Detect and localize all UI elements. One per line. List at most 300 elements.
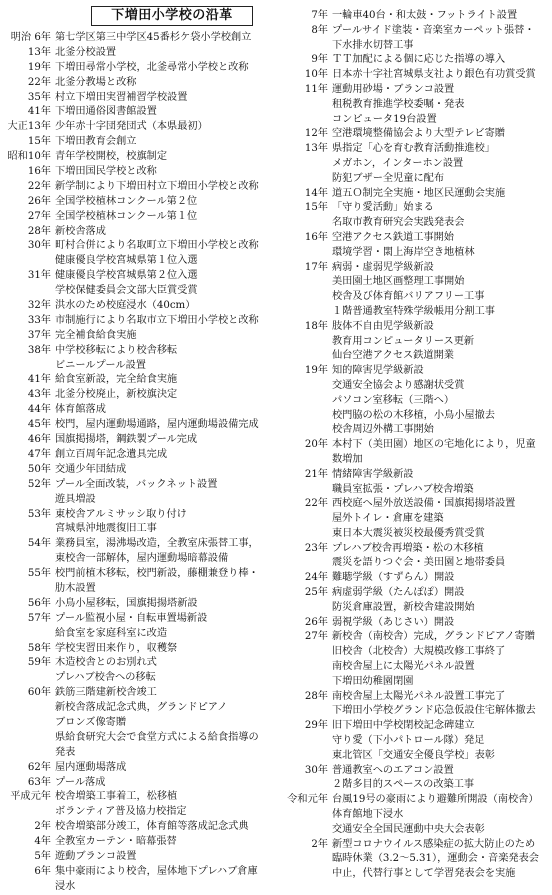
- history-entry: [0, 731, 272, 746]
- entry-text: 健康優良学校宮城県第２位入選: [55, 270, 198, 282]
- entry-text: 情緒障害学級新設: [332, 468, 414, 480]
- entry-text: 青年学校開校，校旗制定: [55, 151, 168, 163]
- entry-text: 交通安全全国民運動中央大会表彰: [332, 823, 485, 835]
- entry-text: 交通安全協会より感謝状受賞: [332, 379, 465, 391]
- history-entry: [0, 552, 272, 567]
- entry-year: [0, 522, 55, 537]
- history-entry: [276, 586, 552, 601]
- entry-text: 中止，代替行事として学習発表会を実施: [332, 868, 516, 880]
- history-entry: [0, 180, 272, 195]
- history-entry: [276, 778, 552, 793]
- entry-text: 給食室新設，完全給食実施: [55, 374, 178, 386]
- history-entry: [276, 867, 552, 882]
- entry-year: 23年: [304, 542, 328, 554]
- entry-text: 名取市教育研究会実践発表会: [332, 217, 465, 229]
- history-entry: [276, 675, 552, 690]
- entry-year: [276, 290, 332, 305]
- entry-text: 鉄筋三階建新校舎竣工: [55, 687, 157, 699]
- entry-year: [0, 731, 55, 746]
- entry-year: 平成元年: [10, 791, 51, 803]
- entry-year: [276, 852, 332, 867]
- history-entry: [276, 764, 552, 779]
- entry-text: 体育館地下浸水: [332, 809, 404, 821]
- entry-text: 守り愛（下小パトロール隊）発足: [332, 735, 485, 747]
- entry-text: ２階多目的スペースの改築工事: [332, 779, 475, 791]
- entry-year: 15年: [304, 202, 328, 214]
- history-entry: [0, 448, 272, 463]
- history-entry: [0, 135, 272, 150]
- history-entry: [276, 216, 552, 231]
- entry-year: [0, 880, 55, 895]
- history-entry: [276, 542, 552, 557]
- entry-text: プレハブ校舎への移転: [55, 672, 156, 684]
- entry-year: 46年: [27, 434, 51, 446]
- entry-text: 下増田尋常小学校，北釜尋常小学校と改称: [55, 61, 249, 73]
- entry-year: 13年: [304, 143, 328, 155]
- history-entry: [0, 642, 272, 657]
- entry-text: 業務員室，湯沸場改造，全教室床張替工事，: [55, 538, 259, 550]
- entry-year: 47年: [27, 448, 51, 460]
- history-entry: [276, 793, 552, 808]
- entry-text: 少年赤十字団発団式（本県最初）: [55, 121, 208, 133]
- entry-year: 26年: [304, 616, 328, 628]
- entry-text: 校門前植木移転，校門新設，藤棚兼登り棒・: [55, 568, 259, 580]
- history-entry: [276, 616, 552, 631]
- history-entry: [0, 597, 272, 612]
- entry-year: [276, 453, 332, 468]
- entry-text: 校舎周辺外構工事開始: [332, 424, 434, 436]
- entry-text: 旧下増田中学校閉校記念碑建立: [332, 720, 475, 732]
- entry-text: プール監視小屋・自転車置場新設: [55, 612, 208, 624]
- entry-year: 59年: [27, 657, 51, 669]
- entry-year: 54年: [27, 538, 51, 550]
- history-entry: [276, 601, 552, 616]
- entry-year: 29年: [304, 720, 328, 732]
- entry-year: [276, 601, 332, 616]
- entry-text: 東校舎アルミサッシ取り付け: [55, 508, 187, 520]
- history-entry: [276, 468, 552, 483]
- entry-year: [0, 627, 55, 642]
- entry-text: 校舎増築工事着工，松移植: [55, 791, 178, 803]
- entry-text: 遊動ブランコ設置: [55, 850, 137, 862]
- entry-year: 58年: [27, 642, 51, 654]
- entry-year: 14年: [304, 187, 328, 199]
- history-entry: [276, 660, 552, 675]
- history-entry: [276, 749, 552, 764]
- entry-text: 全国学校植林コンクール第２位: [55, 195, 198, 207]
- history-entry: [0, 388, 272, 403]
- entry-year: [276, 216, 332, 231]
- history-entry: [276, 379, 552, 394]
- entry-text: プール落成: [55, 776, 106, 788]
- history-entry: [276, 512, 552, 527]
- history-entry: [276, 290, 552, 305]
- entry-year: 33年: [27, 314, 51, 326]
- entry-text: 洪水のため校庭浸水（40cm）: [55, 300, 196, 312]
- history-entry: [276, 172, 552, 187]
- history-list-right: [276, 9, 552, 882]
- history-entry: [276, 83, 552, 98]
- entry-year: [0, 493, 55, 508]
- entry-text: 浸水: [55, 880, 76, 892]
- history-entry: [0, 761, 272, 776]
- entry-year: 10年: [304, 69, 328, 81]
- history-entry: [276, 394, 552, 409]
- history-entry: [276, 852, 552, 867]
- history-entry: [0, 314, 272, 329]
- entry-year: 15年: [27, 136, 51, 148]
- entry-year: 20年: [304, 439, 328, 451]
- history-entry: [276, 305, 552, 320]
- entry-year: [0, 671, 55, 686]
- history-entry: [0, 537, 272, 552]
- entry-year: [276, 645, 332, 660]
- entry-year: 28年: [27, 225, 51, 237]
- entry-year: [0, 552, 55, 567]
- history-entry: [276, 704, 552, 719]
- entry-text: 東日本大震災被災校最優秀賞受賞: [332, 527, 485, 539]
- entry-year: 31年: [27, 270, 51, 282]
- entry-text: 「守り愛活動」始まる: [332, 202, 434, 214]
- entry-year: 11年: [304, 83, 328, 95]
- history-entry: [276, 113, 552, 128]
- history-entry: [276, 68, 552, 83]
- entry-text: 新型コロナウイルス感染症の拡大防止のため: [332, 838, 536, 850]
- history-entry: [0, 656, 272, 671]
- history-entry: [0, 373, 272, 388]
- entry-year: [276, 423, 332, 438]
- entry-text: 新校舎落成: [55, 225, 106, 237]
- entry-year: 41年: [27, 374, 51, 386]
- entry-year: [276, 734, 332, 749]
- history-entry: [0, 686, 272, 701]
- history-entry: [276, 187, 552, 202]
- entry-text: パソコン室移転（三階へ）: [332, 394, 455, 406]
- entry-year: [276, 379, 332, 394]
- entry-year: 27年: [27, 210, 51, 222]
- entry-year: 30年: [304, 764, 328, 776]
- entry-year: [276, 704, 332, 719]
- history-entry: [0, 150, 272, 165]
- entry-text: 病虚弱学級（たんぽぽ）開設: [332, 587, 465, 599]
- entry-year: [276, 527, 332, 542]
- history-entry: [276, 157, 552, 172]
- entry-year: 令和元年: [287, 794, 328, 806]
- history-entry: [276, 453, 552, 468]
- entry-year: 12年: [304, 128, 328, 140]
- history-entry: [276, 24, 552, 39]
- history-entry: [276, 630, 552, 645]
- history-entry: [0, 254, 272, 269]
- entry-text: 空港環境整備協会より大型テレビ寄贈: [332, 128, 505, 140]
- entry-year: [276, 335, 332, 350]
- entry-text: 学校保健委員会文部大臣賞受賞: [55, 285, 198, 297]
- history-entry: [0, 269, 272, 284]
- entry-year: 16年: [304, 231, 328, 243]
- history-entry: [276, 9, 552, 24]
- entry-text: 町村合併により名取町立下増田小学校と改称: [55, 240, 259, 252]
- entry-year: [276, 349, 332, 364]
- entry-text: 新校舎落成記念式典，グランドピアノ: [55, 702, 228, 714]
- entry-year: [276, 808, 332, 823]
- entry-year: 4年: [34, 836, 51, 848]
- entry-year: [276, 98, 332, 113]
- entry-year: 17年: [304, 261, 328, 273]
- entry-year: 21年: [304, 468, 328, 480]
- history-entry: [0, 790, 272, 805]
- history-entry: [276, 438, 552, 453]
- entry-year: 6年: [34, 865, 51, 877]
- entry-year: [0, 254, 55, 269]
- history-entry: [276, 39, 552, 54]
- entry-year: 24年: [304, 572, 328, 584]
- entry-year: [276, 823, 332, 838]
- history-entry: [0, 76, 272, 91]
- entry-year: 18年: [304, 320, 328, 332]
- entry-text: 本村下（美田園）地区の宅地化により，児童: [332, 439, 536, 451]
- entry-year: 19年: [304, 365, 328, 377]
- entry-year: 2年: [34, 821, 51, 833]
- history-entry: [276, 261, 552, 276]
- history-entry: [0, 225, 272, 240]
- entry-text: 教育用コンピュータリース更新: [332, 335, 475, 347]
- entry-year: [276, 246, 332, 261]
- entry-year: 30年: [27, 240, 51, 252]
- entry-text: 完全補食給食実施: [55, 329, 137, 341]
- entry-year: 50年: [27, 463, 51, 475]
- entry-year: [276, 778, 332, 793]
- entry-text: 臨時休業（3.2〜5.31），運動会・音楽発表会: [332, 853, 539, 865]
- entry-year: 22年: [304, 498, 328, 510]
- history-entry: [0, 493, 272, 508]
- entry-text: 屋内運動場落成: [55, 761, 127, 773]
- history-entry: [276, 335, 552, 350]
- entry-text: 村立下増田実習補習学校設置: [55, 91, 188, 103]
- entry-text: 校門，屋内運動場通路，屋内運動場設備完成: [55, 419, 259, 431]
- history-entry: [0, 776, 272, 791]
- history-entry: [0, 612, 272, 627]
- entry-text: 創立百周年記念遺具完成: [55, 448, 168, 460]
- history-entry: [0, 478, 272, 493]
- entry-year: 25年: [304, 587, 328, 599]
- history-entry: [276, 231, 552, 246]
- entry-text: 美田園土地区画整理工事開始: [332, 276, 465, 288]
- entry-year: 44年: [27, 404, 51, 416]
- history-entry: [0, 329, 272, 344]
- entry-year: [0, 746, 55, 761]
- history-entry: [0, 671, 272, 686]
- history-entry: [276, 142, 552, 157]
- history-entry: [276, 483, 552, 498]
- entry-year: [276, 512, 332, 527]
- entry-text: 国旗掲揚塔，鋼鉄製プール完成: [55, 434, 198, 446]
- history-entry: [0, 865, 272, 880]
- entry-text: 第七学区第三中学区45番杉ケ袋小学校創立: [55, 32, 252, 43]
- entry-text: 校門脇の松の木移植，小鳥小屋撤去: [332, 409, 495, 421]
- history-entry: [276, 127, 552, 142]
- entry-text: 交通少年団結成: [55, 463, 127, 475]
- entry-text: 東校舎一部解体，屋内運動場暗幕設備: [55, 553, 229, 565]
- entry-text: 全国学校植林コンクール第１位: [55, 210, 198, 222]
- entry-text: 発表: [55, 746, 76, 758]
- entry-text: 遊具増設: [55, 493, 96, 505]
- entry-text: 病弱・虚弱児学級新設: [332, 261, 434, 273]
- history-entry: [0, 627, 272, 642]
- history-entry: [0, 880, 272, 895]
- entry-year: 16年: [27, 166, 51, 178]
- history-entry: [276, 201, 552, 216]
- entry-year: 5年: [34, 850, 51, 862]
- entry-text: 下増田国民学校と改称: [55, 166, 157, 178]
- entry-year: 大正13年: [7, 121, 51, 133]
- entry-text: 空港アクセス鉄道工事開始: [332, 231, 454, 243]
- entry-year: [0, 359, 55, 374]
- entry-year: 22年: [27, 180, 51, 192]
- history-entry: [0, 850, 272, 865]
- history-entry: [276, 275, 552, 290]
- entry-year: 27年: [304, 631, 328, 643]
- entry-year: [276, 675, 332, 690]
- entry-text: 運動用砂場・ブランコ設置: [332, 83, 455, 95]
- history-entry: [0, 239, 272, 254]
- entry-text: 校舎増築部分竣工，体育館等落成記念式典: [55, 821, 249, 833]
- entry-year: [0, 582, 55, 597]
- history-entry: [0, 344, 272, 359]
- entry-text: 弱視学級（あじさい）開設: [332, 616, 455, 628]
- history-entry: [0, 716, 272, 731]
- history-entry: [0, 46, 272, 61]
- history-entry: [276, 320, 552, 335]
- history-entry: [276, 571, 552, 586]
- entry-year: [0, 805, 55, 820]
- history-entry: [0, 805, 272, 820]
- entry-year: 63年: [27, 776, 51, 788]
- entry-year: [276, 749, 332, 764]
- history-entry: [276, 719, 552, 734]
- history-entry: [0, 61, 272, 76]
- entry-text: 数増加: [332, 453, 363, 465]
- entry-text: 下増田通俗図書館設置: [55, 106, 157, 118]
- entry-text: 県給食研究大会で食堂方式による給食指導の: [55, 731, 259, 743]
- entry-text: 肋木設置: [55, 582, 96, 594]
- entry-year: [276, 867, 332, 882]
- entry-year: 60年: [27, 687, 51, 699]
- entry-year: 26年: [27, 195, 51, 207]
- entry-text: 下増田小学校グランド応急仮設住宅解体撤去: [332, 705, 536, 717]
- entry-year: 62年: [27, 761, 51, 773]
- entry-year: 明治 6年: [10, 32, 51, 43]
- entry-text: 旧校舎（北校舎）大規模改修工事終了: [332, 646, 506, 658]
- entry-text: コンピュータ19台設置: [332, 113, 437, 125]
- history-entry: [0, 91, 272, 106]
- entry-year: 35年: [27, 91, 51, 103]
- entry-text: ＴＴ加配による個に応じた指導の導入: [332, 54, 506, 66]
- history-entry: [276, 645, 552, 660]
- entry-year: [0, 716, 55, 731]
- entry-text: ビニールプール設置: [55, 359, 146, 371]
- entry-text: 県指定「心を育む教育活動推進校」: [332, 143, 495, 155]
- entry-text: 肢体不自由児学級新設: [332, 320, 434, 332]
- entry-year: [276, 275, 332, 290]
- entry-year: 2年: [311, 838, 328, 850]
- entry-text: 道五Ｏ制完全実施・地区民運動会実施: [332, 187, 506, 199]
- entry-year: 43年: [27, 389, 51, 401]
- entry-text: 一輪車40台・和太鼓・フットライト設置: [332, 10, 518, 21]
- entry-year: 9年: [311, 54, 328, 66]
- entry-year: 53年: [27, 508, 51, 520]
- entry-text: 知的障害児学級新設: [332, 365, 424, 377]
- entry-text: メガホン，インターホン設置: [332, 157, 464, 169]
- history-entry: [276, 734, 552, 749]
- entry-text: 防災倉庫設置，新校舎建設開始: [332, 601, 475, 613]
- entry-text: プレハブ校舎再増築・松の木移植: [332, 542, 484, 554]
- history-entry: [276, 53, 552, 68]
- entry-year: 56年: [27, 597, 51, 609]
- entry-text: 新校舎（南校舎）完成，グランドピアノ寄贈: [332, 631, 535, 643]
- history-entry: [0, 31, 272, 46]
- history-entry: [0, 120, 272, 135]
- entry-text: 健康優良学校宮城県第１位入選: [55, 255, 198, 267]
- history-entry: [0, 195, 272, 210]
- history-entry: [276, 349, 552, 364]
- entry-text: 市制施行により名取市立下増田小学校と改称: [55, 314, 259, 326]
- entry-text: 中学校移転により校舎移転: [55, 344, 178, 356]
- entry-year: 13年: [27, 46, 51, 58]
- entry-year: 8年: [311, 24, 328, 36]
- history-entry: [0, 105, 272, 120]
- entry-year: 28年: [304, 690, 328, 702]
- entry-text: 学校実習田来作り，収穫祭: [55, 642, 178, 654]
- history-entry: [276, 409, 552, 424]
- entry-text: 防犯ブザー全児童に配布: [332, 172, 445, 184]
- entry-year: 55年: [27, 568, 51, 580]
- entry-text: １階普通教室特殊学級帳用分割工事: [332, 305, 495, 317]
- entry-text: 宮城県沖地震復旧工事: [55, 523, 157, 535]
- entry-year: [276, 305, 332, 320]
- entry-year: 41年: [27, 106, 51, 118]
- history-entry: [276, 556, 552, 571]
- history-entry: [0, 582, 272, 597]
- entry-year: [0, 284, 55, 299]
- history-entry: [0, 418, 272, 433]
- entry-text: 新学制により下増田村立下増田小学校と改称: [55, 180, 259, 192]
- entry-year: 45年: [27, 419, 51, 431]
- entry-year: [276, 660, 332, 675]
- history-entry: [0, 463, 272, 478]
- entry-year: 昭和10年: [7, 151, 51, 163]
- entry-text: 震災を語りつぐ会・美田園と地帯委員: [332, 557, 506, 569]
- entry-text: 校舎及び体育館バリアフリー工事: [332, 291, 485, 303]
- history-entry: [0, 820, 272, 835]
- entry-text: 北釜分教場と改称: [55, 76, 137, 88]
- history-entry: [276, 838, 552, 853]
- history-entry: [276, 364, 552, 379]
- entry-text: 北釜分校廃止，新校旗決定: [55, 389, 178, 401]
- entry-text: 南校舎屋上太陽光パネル設置工事完了: [332, 690, 506, 702]
- entry-text: 木造校舎とのお別れ式: [55, 657, 157, 669]
- entry-year: 57年: [27, 612, 51, 624]
- entry-year: [276, 409, 332, 424]
- entry-year: 7年: [311, 10, 328, 21]
- entry-text: 仙台空港アクセス鉄道開業: [332, 350, 454, 362]
- history-entry: [0, 508, 272, 523]
- entry-text: 体育館落成: [55, 404, 106, 416]
- entry-text: 東北管区「交通安全優良学校」表彰: [332, 749, 495, 761]
- entry-text: 下水排水切替工事: [332, 39, 414, 51]
- history-entry: [276, 246, 552, 261]
- entry-year: 22年: [27, 76, 51, 88]
- entry-text: 租税教育推進学校委嘱・発表: [332, 98, 465, 110]
